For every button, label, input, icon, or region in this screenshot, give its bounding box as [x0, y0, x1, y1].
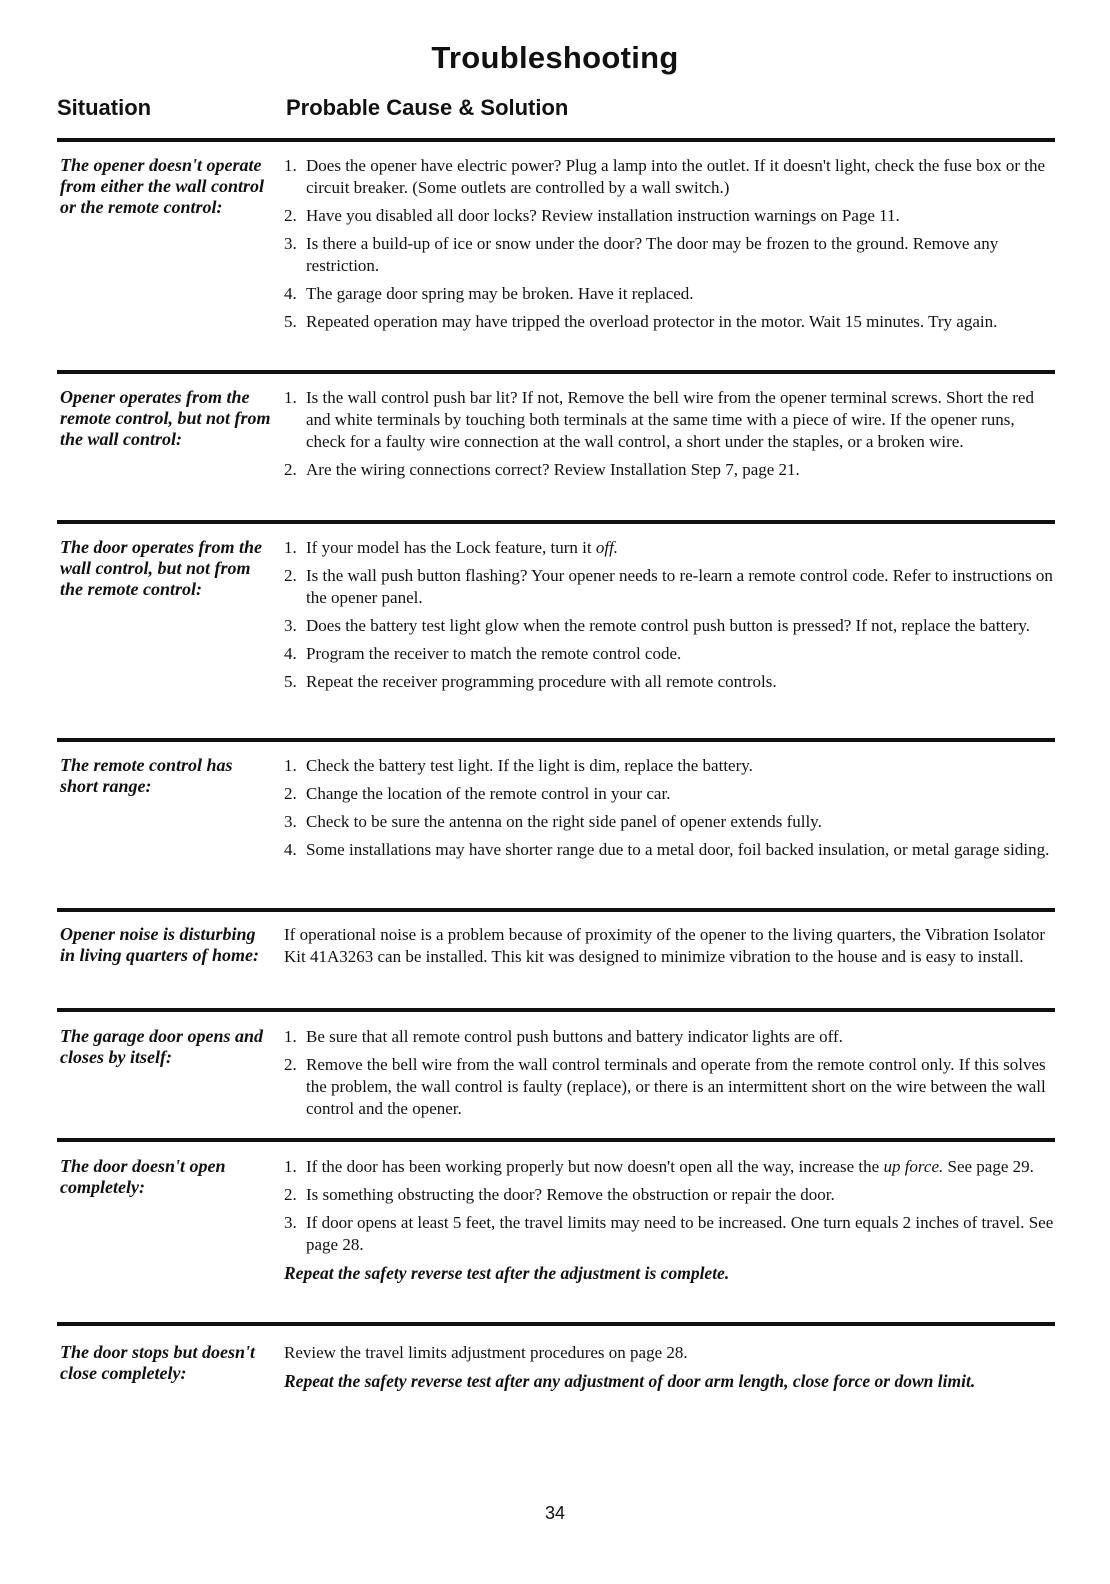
row-divider — [57, 908, 1055, 912]
situation-label: The opener doesn't operate from either the wall control or the remote control: — [60, 155, 265, 217]
solution-list — [284, 387, 1055, 487]
solution-list — [284, 1156, 1055, 1284]
situation-label: The door doesn't open completely: — [60, 1156, 226, 1197]
solution-paragraph: Review the travel limits adjustment procedures on page 28. Repeat the safety reverse test after any adjustment of door arm length, close force or down limit. — [284, 1342, 1055, 1392]
solution-list — [284, 537, 1055, 699]
situation-label: The door operates from the wall control, but not from the remote control: — [60, 537, 262, 599]
row-divider — [57, 520, 1055, 524]
list-item: 4. Some installations may have shorter range due to a metal door, foil backed insulation, or metal garage siding. — [284, 840, 1050, 859]
list-item: 2. Is the wall push button flashing? Your opener needs to re-learn a remote control code. Refer to instructions on the opener panel. — [284, 566, 1053, 607]
list-item: 1. If your model has the Lock feature, turn it off. — [284, 538, 619, 557]
list-item: 3. Check to be sure the antenna on the right side panel of opener extends fully. — [284, 812, 822, 831]
situation-label: Opener noise is disturbing in living quarters of home: — [60, 924, 260, 965]
list-item: 1. Be sure that all remote control push buttons and battery indicator lights are off. — [284, 1027, 843, 1046]
list-item: 2. Is something obstructing the door? Remove the obstruction or repair the door. — [284, 1185, 835, 1204]
row-divider — [57, 1138, 1055, 1142]
solution-list — [284, 155, 1055, 339]
list-item: 3. Does the battery test light glow when the remote control push button is pressed? If not, replace the battery. — [284, 616, 1031, 635]
row-divider — [57, 738, 1055, 742]
list-item: 2. Are the wiring connections correct? Review Installation Step 7, page 21. — [284, 460, 800, 479]
situation-label: The remote control has short range: — [60, 755, 233, 796]
list-item: 5. Repeated operation may have tripped the overload protector in the motor. Wait 15 minutes. Try again. — [284, 312, 998, 331]
list-item: 1. Is the wall control push bar lit? If not, Remove the bell wire from the opener terminal screws. Short the red and white terminals by touching both terminals at the same time with a piece of wire. If the opener runs, check for a faulty wire connection at the wall control, a short under the staples, or a broken wire. — [284, 388, 1034, 451]
row-divider — [57, 1008, 1055, 1012]
solution-list — [284, 755, 1055, 867]
list-item: 4. The garage door spring may be broken. Have it replaced. — [284, 284, 694, 303]
list-item: 2. Change the location of the remote control in your car. — [284, 784, 671, 803]
list-item: 1. Check the battery test light. If the light is dim, replace the battery. — [284, 756, 753, 775]
solution-paragraph: If operational noise is a problem because of proximity of the opener to the living quarters, the Vibration Isolator Kit 41A3263 can be installed. This kit was designed to minimize vibration to the house and is easy to install. — [284, 925, 1046, 966]
row-divider — [57, 138, 1055, 142]
page-title: Troubleshooting — [431, 40, 679, 75]
list-item: 3. Is there a build-up of ice or snow under the door? The door may be frozen to the ground. Remove any restriction. — [284, 234, 999, 275]
solution-list — [284, 1026, 1055, 1126]
list-item: 2. Remove the bell wire from the wall control terminals and operate from the remote control only. If this solves the problem, the wall control is faulty (replace), or there is an intermittent short on the wire between the wall control and the opener. — [284, 1055, 1046, 1118]
list-item: 2. Have you disabled all door locks? Review installation instruction warnings on Page 11. — [284, 206, 900, 225]
list-item: 5. Repeat the receiver programming procedure with all remote controls. — [284, 672, 777, 691]
list-item: 1. Does the opener have electric power? Plug a lamp into the outlet. If it doesn't light, check the fuse box or the circuit breaker. (Some outlets are controlled by a wall switch.) — [284, 156, 1046, 197]
list-item: 3. If door opens at least 5 feet, the travel limits may need to be increased. One turn equals 2 inches of travel. See page 28. — [284, 1213, 1054, 1254]
list-item: 1. If the door has been working properly but now doesn't open all the way, increase the up force. See page 29. — [284, 1157, 1034, 1176]
cause-column-header: Probable Cause & Solution — [286, 95, 569, 120]
situation-label: Opener operates from the remote control, but not from the wall control: — [60, 387, 271, 449]
page-number: 34 — [544, 1503, 566, 1523]
safety-note: Repeat the safety reverse test after any adjustment of door arm length, close force or down limit. — [284, 1371, 976, 1391]
list-item: 4. Program the receiver to match the remote control code. — [284, 644, 682, 663]
situation-label: The door stops but doesn't close completely: — [60, 1342, 256, 1383]
safety-note: Repeat the safety reverse test after the adjustment is complete. — [284, 1263, 730, 1283]
situation-label: The garage door opens and closes by itself: — [60, 1026, 264, 1067]
row-divider — [57, 370, 1055, 374]
row-divider — [57, 1322, 1055, 1326]
situation-column-header: Situation — [57, 95, 152, 120]
